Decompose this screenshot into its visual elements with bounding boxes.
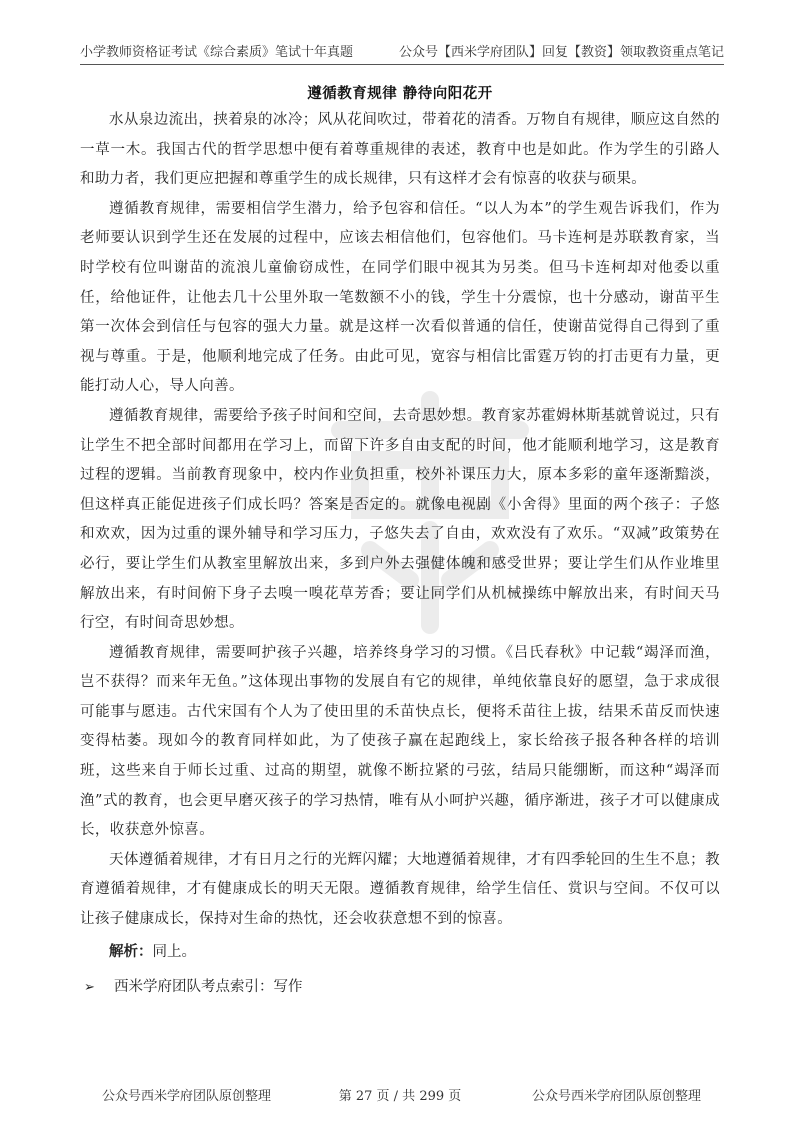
- page-footer: [0, 1087, 800, 1107]
- essay-paragraph: 水从泉边流出，挟着泉的冰冷；风从花间吹过，带着花的清香。万物自有规律，顺应这自然的一草一木。我国古代的哲学思想中便有着尊重规律的表述，教育中也是如此。作为学生的引路人和助力者，我们更应把握和尊重学生的成长规律，只有这样才会有惊喜的收获与硕果。: [80, 112, 720, 188]
- analysis-text: 同上。: [152, 943, 196, 960]
- essay-body: [80, 106, 720, 1000]
- footer-right-text: 公众号西米学府团队原创整理: [531, 1089, 701, 1104]
- essay-paragraph: 遵循教育规律，需要呵护孩子兴趣，培养终身学习的习惯。《吕氏春秋》中记载“竭泽而渔，岂不获得？而来年无鱼。”这体现出事物的发展自有它的规律，单纯依靠良好的愿望，急于求成很可能事与愿违。古代宋国有个人为了使田里的禾苗快点长，便将禾苗往上拔，结果禾苗反而快速变得枯萎。现如今的教育同样如此，为了使孩子赢在起跑线上，家长给孩子报各种各样的培训班，这些来自于师长过重、过高的期望，就像不断拉紧的弓弦，结局只能绷断，而这种“竭泽而渔”式的教育，也会更早磨灭孩子的学习热情，唯有从小呵护兴趣，循序渐进，孩子才可以健康成长，收获意外惊喜。: [80, 644, 720, 839]
- page-number: 第 27 页 / 共 299 页: [338, 1089, 462, 1104]
- essay-title: 遵循教育规律 静待向阳花开: [307, 85, 493, 102]
- essay-paragraph: 天体遵循着规律，才有日月之行的光辉闪耀；大地遵循着规律，才有四季轮回的生生不息；教育遵循着规律，才有健康成长的明天无限。遵循教育规律，给学生信任、赏识与空间。不仅可以让孩子健康成长，保持对生命的热忱，还会收获意想不到的惊喜。: [80, 851, 720, 928]
- topic-index-text: 西米学府团队考点索引：写作: [114, 979, 303, 996]
- topic-index-line: [80, 975, 720, 1000]
- page-header: [80, 42, 724, 65]
- header-right-text: 公众号【西米学府团队】回复【教资】领取教资重点笔记: [398, 45, 724, 60]
- header-left-text: 小学教师资格证考试《综合素质》笔试十年真题: [80, 45, 354, 60]
- arrow-bullet-icon: ➢: [84, 980, 95, 996]
- analysis-label: 解析：: [109, 942, 153, 960]
- essay-paragraph: 遵循教育规律，需要相信学生潜力，给予包容和信任。“以人为本”的学生观告诉我们，作为老师要认识到学生还在发展的过程中，应该去相信他们，包容他们。马卡连柯是苏联教育家，当时学校有位叫谢苗的流浪儿童偷窃成性，在同学们眼中视其为另类。但马卡连柯却对他委以重任，给他证件，让他去几十公里外取一笔数额不小的钱，学生十分震惊，也十分感动，谢苗平生第一次体会到信任与包容的强大力量。就是这样一次看似普通的信任，使谢苗觉得自己得到了重视与尊重。于是，他顺利地完成了任务。由此可见，宽容与相信比雷霆万钧的打击更有力量，更能打动人心，导人向善。: [80, 200, 720, 395]
- analysis-line: [80, 937, 720, 968]
- essay-paragraph: 遵循教育规律，需要给予孩子时间和空间，去奇思妙想。教育家苏霍姆林斯基就曾说过，只有让学生不把全部时间都用在学习上，而留下许多自由支配的时间，他才能顺利地学习，这是教育过程的逻辑。当前教育现象中，校内作业负担重，校外补课压力大，原本多彩的童年逐渐黯淡，但这样真正能促进孩子们成长吗？答案是否定的。就像电视剧《小舍得》里面的两个孩子：子悠和欢欢，因为过重的课外辅导和学习压力，子悠失去了自由，欢欢没有了欢乐。“双减”政策势在必行，要让学生们从教室里解放出来，多到户外去强健体魄和感受世界；要让学生们从作业堆里解放出来，有时间俯下身子去嗅一嗅花草芳香；要让同学们从机械操练中解放出来，有时间天马行空，有时间奇思妙想。: [80, 407, 720, 632]
- footer-left-text: 公众号西米学府团队原创整理: [102, 1089, 272, 1104]
